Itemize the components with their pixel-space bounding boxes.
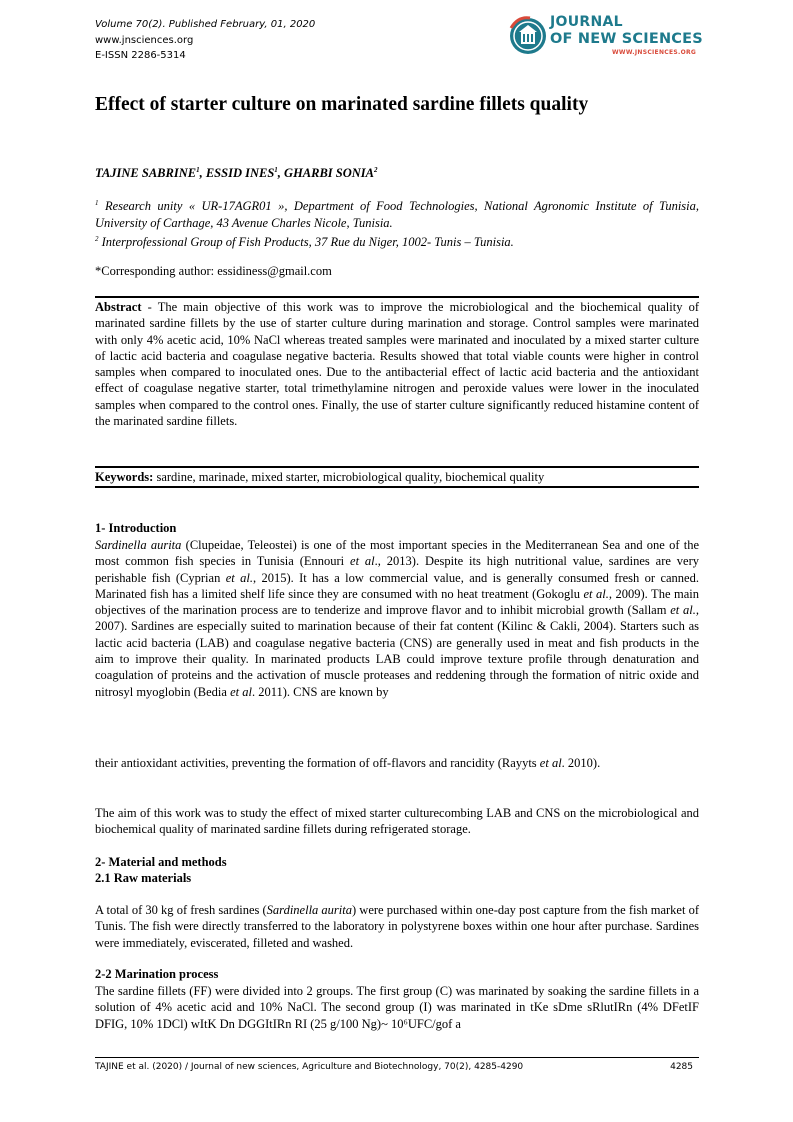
- keywords-bottom-rule: [95, 486, 699, 488]
- subsection-heading-marination: 2-2 Marination process: [95, 967, 219, 981]
- abstract-text: - The main objective of this work was to improve the microbiological and the biochemical quality of marinated sardine fillets by the use of starter culture during marination and storage. Control samples were marinated with only 4% acetic acid, 10% NaCl whereas treated samples were marinated and inoculated by a mixed starter culture of lactic acid bacteria and coagulase negative bacteria. Results showed that total viable counts were higher in control samples when compared to inoculated ones. Due to the antibacterial effect of lactic acid bacteria and the antioxidant effect of coagulase negative starter, total trimethylamine nitrogen and peroxide values were lower in the inoculated samples when compared to the control ones. Finally, the use of starter culture significantly reduced histamine content of the marinated sardine fillets.: [95, 300, 699, 429]
- footer-citation: TAJINE et al. (2020) / Journal of new sciences, Agriculture and Biotechnology, 70(2), 4285-4290: [95, 1062, 524, 1072]
- logo-line-url: WWW.JNSCIENCES.ORG: [612, 49, 697, 56]
- author-list: TAJINE SABRINE$^1$, ESSID INES$^1$, GHARBI SONIA$^2$: [95, 166, 378, 181]
- author-sup: 2: [374, 166, 378, 174]
- issn-line: E-ISSN 2286-5314: [95, 50, 186, 61]
- author-sup: 1: [274, 166, 278, 174]
- subsection-heading-raw-materials: 2.1 Raw materials: [95, 871, 192, 885]
- website-line: www.jnsciences.org: [95, 34, 194, 46]
- affiliations: [95, 195, 699, 251]
- journal-header-info: [95, 17, 315, 64]
- section-heading-introduction: 1- Introduction: [95, 521, 177, 535]
- paper-title: Effect of starter culture on marinated sardine fillets quality: [95, 94, 589, 115]
- page-footer: [95, 1062, 699, 1072]
- author-name: GHARBI SONIA: [284, 166, 375, 181]
- keywords-label: Keywords:: [95, 470, 154, 484]
- logo-line-new-sciences: OF NEW SCIENCES: [550, 31, 703, 47]
- author-sup: 1: [196, 166, 200, 174]
- abstract-bottom-rule: [95, 466, 699, 468]
- keywords: [95, 469, 699, 485]
- affiliation-1: $^1$ Research unity « UR-17AGR01 », Department of Food Technologies, National Agronomic Institute of Tunisia, University of Carthage, 43 Avenue Charles Nicole, Tunisia.: [95, 199, 700, 230]
- page-number: 4285: [670, 1062, 693, 1072]
- affiliation-2: $^2$ Interprofessional Group of Fish Products, 37 Rue du Niger, 1002- Tunis – Tunisia.: [95, 235, 514, 250]
- raw-materials-paragraph: A total of 30 kg of fresh sardines (Sardinella aurita) were purchased within one-day post capture from the fish market of Tunis. The fish were directly transferred to the laboratory in polystyrene boxes within one hour after purchase. Sardines were immediately, eviscerated, filleted and washed.: [95, 903, 699, 950]
- abstract-top-rule: [95, 296, 699, 298]
- keywords-text: sardine, marinade, mixed starter, microbiological quality, biochemical quality: [153, 470, 545, 484]
- volume-line: Volume 70(2). Published February, 01, 2020: [95, 19, 316, 30]
- intro-paragraph-2: their antioxidant activities, preventing the formation of off-flavors and rancidity (Rayyts et al. 2010).: [95, 756, 601, 770]
- logo-line-journal: JOURNAL: [550, 14, 623, 30]
- abstract: [95, 299, 699, 429]
- corresponding-author: *Corresponding author: essidiness@gmail.com: [95, 264, 332, 278]
- intro-paragraph-3: The aim of this work was to study the effect of mixed starter culturecombing LAB and CNS on the microbiological and biochemical quality of marinated sardine fillets during refrigerated storage.: [95, 806, 699, 837]
- intro-paragraph-1: Sardinella aurita (Clupeidae, Teleostei) is one of the most important species in the Mediterranean Sea and one of the most common fish species in Tunisia (Ennouri et al., 2013). Despite its high nutritional value, sardines are very perishable fish (Cyprian et al., 2015). It has a low commercial value, and is generally consumed fresh or canned. Marinated fish has a limited shelf life since they are consumed with no heat treatment (Gokoglu et al., 2009). The main objectives of the marination process are to tenderize and improve flavor and to inhibit microbial growth (Sallam et al., 2007). Sardines are especially suited to marination because of their fat content (Kilinc & Cakli, 2004). Starters such as lactic acid bacteria (LAB) and coagulase negative bacteria (CNS) are generally used in meat and fish products in the aim to improve their quality. In marinated products LAB could improve texture profile through denaturation and coagulation of proteins and the activation of muscle proteases and reddening through the formation of nitric oxide and nitrosyl myoglobin (Bedia et al. 2011). CNS are known by: [95, 538, 699, 699]
- author-name: ESSID INES: [205, 166, 275, 181]
- marination-paragraph: The sardine fillets (FF) were divided into 2 groups. The first group (C) was marinated by soaking the sardine fillets in a solution of 4% acetic acid and 10% NaCl. The second group (I) was marinated in tKe sDme sRlutIRn (4% DFetIF DFIG, 10% 1DCl) wItK Dn DGGItIRn RI (25 g/100 Ng)~ 10⁶UFC/gof a: [95, 984, 699, 1031]
- footer-rule: [95, 1057, 699, 1058]
- abstract-label: Abstract: [95, 300, 142, 314]
- journal-logo: [508, 12, 703, 68]
- journal-emblem-icon: [508, 14, 548, 58]
- section-heading-methods: 2- Material and methods: [95, 855, 227, 869]
- author-name: TAJINE SABRINE: [95, 166, 197, 181]
